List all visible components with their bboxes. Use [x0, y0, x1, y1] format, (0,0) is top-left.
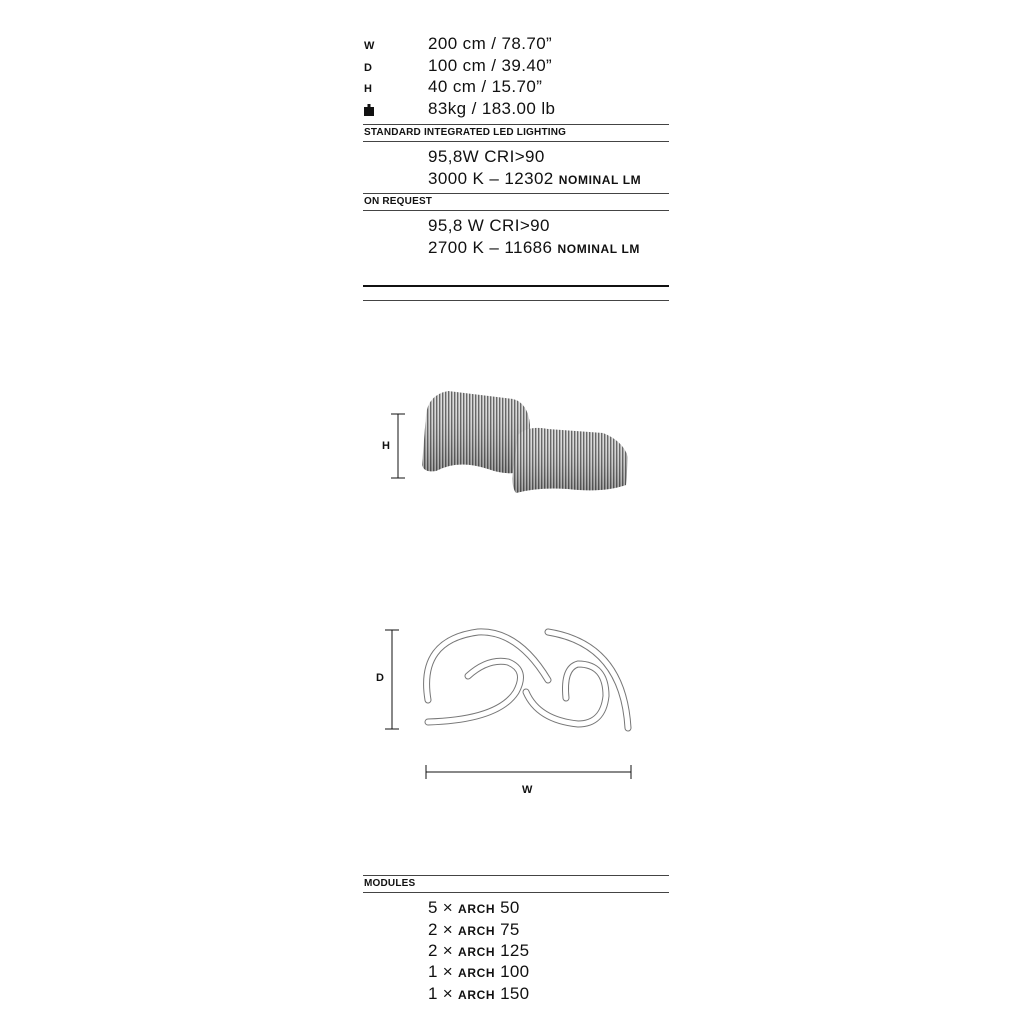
divider [363, 300, 669, 301]
module-name: ARCH [458, 924, 496, 938]
request-lumen [428, 238, 640, 258]
module-qty: 1 × [428, 984, 454, 1003]
width-label: W [364, 40, 375, 52]
top-depth-label: D [376, 672, 384, 684]
depth-value: 100 cm / 39.40” [428, 56, 553, 75]
standard-lumen-value: 3000 K – 12302 [428, 169, 554, 188]
divider [363, 875, 669, 876]
divider [363, 124, 669, 125]
module-qty: 2 × [428, 920, 454, 939]
top-width-label: W [522, 784, 533, 796]
on-request-heading: ON REQUEST [364, 196, 433, 207]
standard-lighting-heading: STANDARD INTEGRATED LED LIGHTING [364, 127, 567, 138]
divider [363, 141, 669, 142]
module-size: 100 [500, 962, 530, 981]
depth-label: D [364, 62, 373, 74]
module-name: ARCH [458, 988, 496, 1002]
width-dimension-line [422, 762, 636, 782]
standard-lumen-unit: NOMINAL LM [558, 173, 642, 187]
side-height-label: H [382, 440, 390, 452]
list-item [428, 941, 529, 961]
weight-icon [364, 103, 374, 115]
height-value: 40 cm / 15.70” [428, 77, 543, 96]
module-size: 150 [500, 984, 530, 1003]
depth-dimension-line [382, 625, 402, 735]
divider [363, 210, 669, 211]
weight-value: 83kg / 183.00 lb [428, 99, 556, 118]
height-dimension-line [388, 410, 408, 482]
divider [363, 892, 669, 893]
standard-power: 95,8W CRI>90 [428, 147, 545, 166]
module-name: ARCH [458, 902, 496, 916]
height-label: H [364, 83, 373, 95]
module-name: ARCH [458, 966, 496, 980]
thick-divider [363, 285, 669, 287]
list-item [428, 984, 529, 1004]
chandelier-side-image [418, 385, 638, 500]
module-qty: 2 × [428, 941, 454, 960]
modules-heading: MODULES [364, 878, 416, 889]
request-lumen-unit: NOMINAL LM [557, 242, 640, 256]
module-size: 125 [500, 941, 530, 960]
request-power: 95,8 W CRI>90 [428, 216, 550, 235]
list-item [428, 962, 529, 982]
divider [363, 193, 669, 194]
module-name: ARCH [458, 945, 496, 959]
chandelier-top-outline [418, 620, 643, 740]
request-lumen-value: 2700 K – 11686 [428, 238, 553, 257]
list-item [428, 920, 520, 940]
standard-lumen [428, 169, 641, 189]
module-qty: 5 × [428, 898, 454, 917]
module-size: 50 [500, 898, 520, 917]
width-value: 200 cm / 78.70” [428, 34, 553, 53]
module-size: 75 [500, 920, 520, 939]
list-item [428, 898, 520, 918]
module-qty: 1 × [428, 962, 454, 981]
